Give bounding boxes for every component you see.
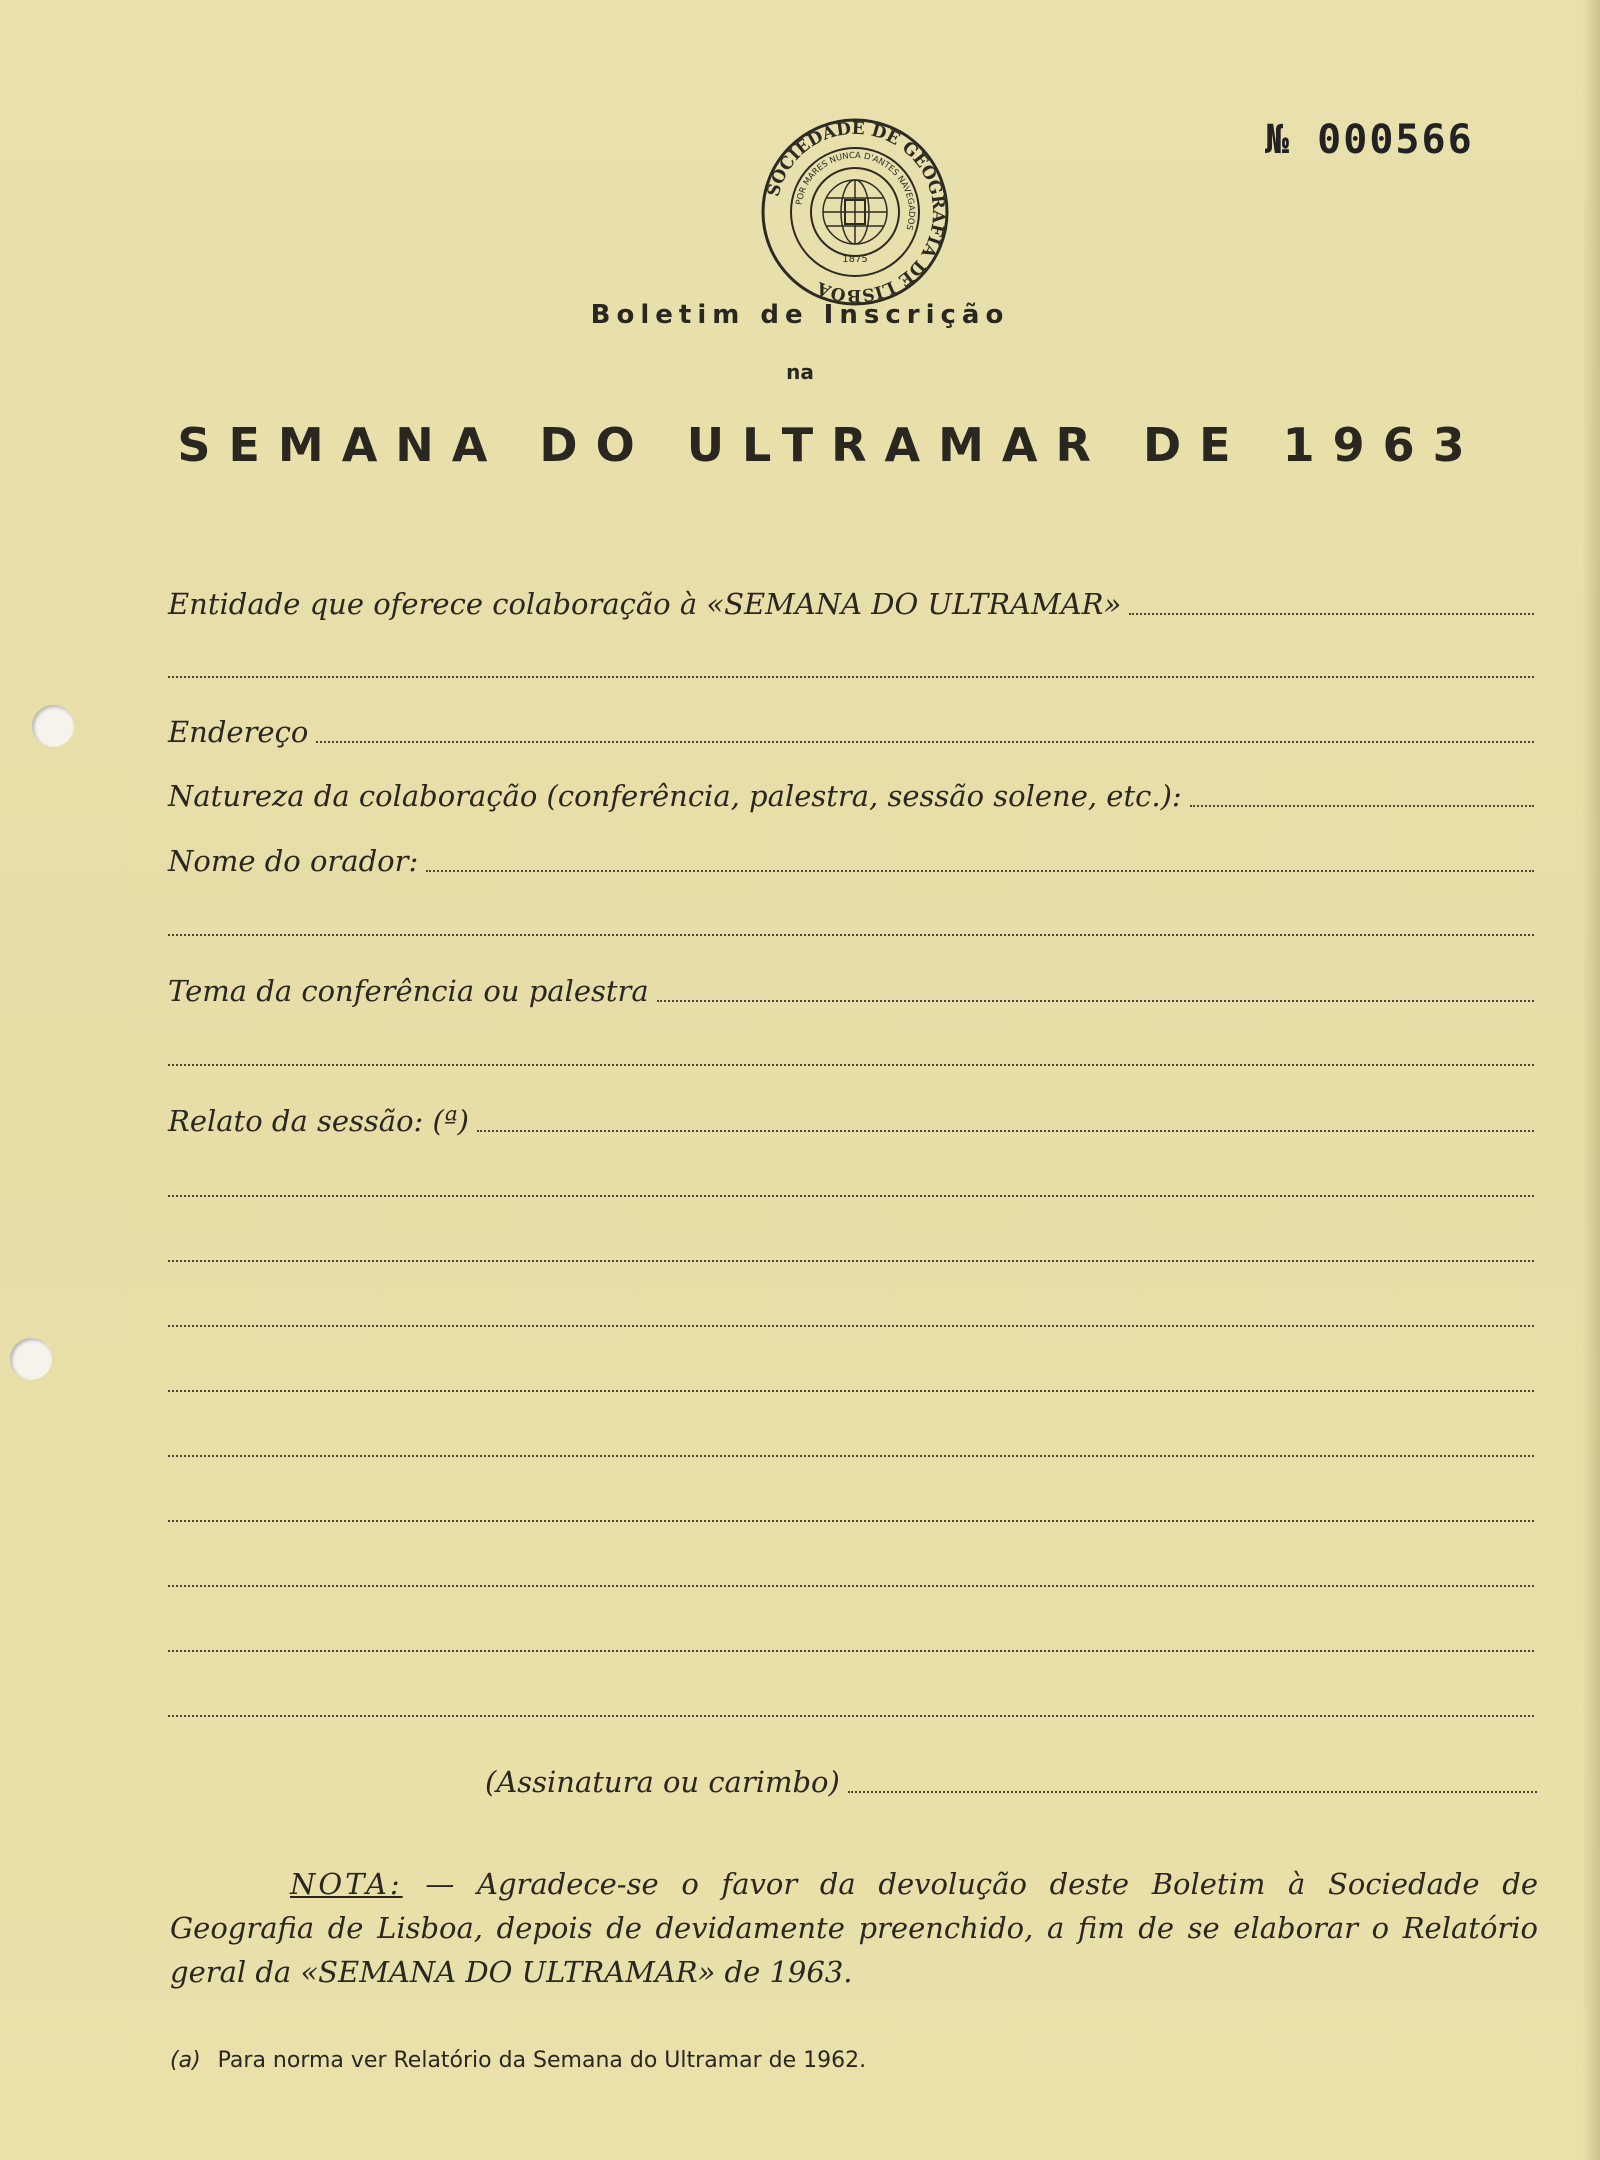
seal-motto-text: POR MARES NUNCA D'ANTES NAVEGADOS xyxy=(794,150,917,232)
relato-line[interactable] xyxy=(168,1455,1534,1457)
footnote xyxy=(170,2048,866,2073)
seal-year: 1875 xyxy=(842,254,868,265)
form-serial-number: № 000566 xyxy=(1265,117,1474,163)
field-relato-line[interactable] xyxy=(477,1130,1534,1132)
field-orador-line[interactable] xyxy=(426,870,1534,872)
field-relato-label: Relato da sessão: (ª) xyxy=(168,1104,469,1138)
relato-line[interactable] xyxy=(168,1585,1534,1587)
seal-outer-text: SOCIEDADE DE GEOGRAFIA DE LISBOA xyxy=(763,118,949,306)
relato-line[interactable] xyxy=(168,1715,1534,1717)
field-tema-line[interactable] xyxy=(657,1000,1534,1002)
relato-line[interactable] xyxy=(168,1325,1534,1327)
globe-icon xyxy=(823,180,887,244)
field-relato[interactable] xyxy=(168,1101,1534,1141)
field-endereco-label: Endereço xyxy=(168,715,309,749)
field-entidade-label: Entidade que oferece colaboração à «SEMANA DO ULTRAMAR» xyxy=(168,587,1122,621)
field-entidade-line[interactable] xyxy=(1129,613,1534,615)
punch-hole-top xyxy=(32,705,74,747)
field-assinatura[interactable] xyxy=(485,1762,1537,1802)
field-entidade[interactable] xyxy=(168,584,1534,624)
field-tema-line-2[interactable] xyxy=(168,1064,1534,1066)
field-orador[interactable] xyxy=(168,841,1534,881)
field-endereco[interactable] xyxy=(168,712,1534,752)
page-title: SEMANA DO ULTRAMAR DE 1963 xyxy=(177,418,1483,472)
punch-hole-bottom xyxy=(10,1338,52,1380)
field-tema[interactable] xyxy=(168,971,1534,1011)
nota-text: — Agradece-se o favor da devolução deste Boletim à Sociedade de Geografia de Lisboa, depois de devidamente preenchido, a fim de se elaborar o Relatório geral da «SEMANA DO ULTRAMAR» de 1963. xyxy=(170,1867,1538,1989)
nota-paragraph xyxy=(170,1862,1538,1994)
field-endereco-line[interactable] xyxy=(316,741,1534,743)
nota-label: NOTA: xyxy=(290,1867,403,1901)
field-natureza-line[interactable] xyxy=(1190,805,1534,807)
form-subtitle: Boletim de Inscrição xyxy=(590,300,1010,330)
society-seal-logo xyxy=(755,112,955,312)
relato-line[interactable] xyxy=(168,1650,1534,1652)
field-orador-line-2[interactable] xyxy=(168,934,1534,936)
relato-line[interactable] xyxy=(168,1260,1534,1262)
form-subtitle-na: na xyxy=(786,360,814,384)
relato-line[interactable] xyxy=(168,1520,1534,1522)
footnote-label: (a) xyxy=(170,2048,201,2073)
field-natureza[interactable] xyxy=(168,776,1534,816)
field-assinatura-line[interactable] xyxy=(848,1791,1537,1793)
field-tema-label: Tema da conferência ou palestra xyxy=(168,974,649,1008)
field-entidade-line-2[interactable] xyxy=(168,676,1534,678)
relato-line[interactable] xyxy=(168,1195,1534,1197)
footnote-text: Para norma ver Relatório da Semana do Ultramar de 1962. xyxy=(217,2048,867,2073)
field-natureza-label: Natureza da colaboração (conferência, palestra, sessão solene, etc.): xyxy=(168,779,1182,813)
field-assinatura-label: (Assinatura ou carimbo) xyxy=(485,1765,840,1799)
field-orador-label: Nome do orador: xyxy=(168,844,419,878)
relato-line[interactable] xyxy=(168,1390,1534,1392)
